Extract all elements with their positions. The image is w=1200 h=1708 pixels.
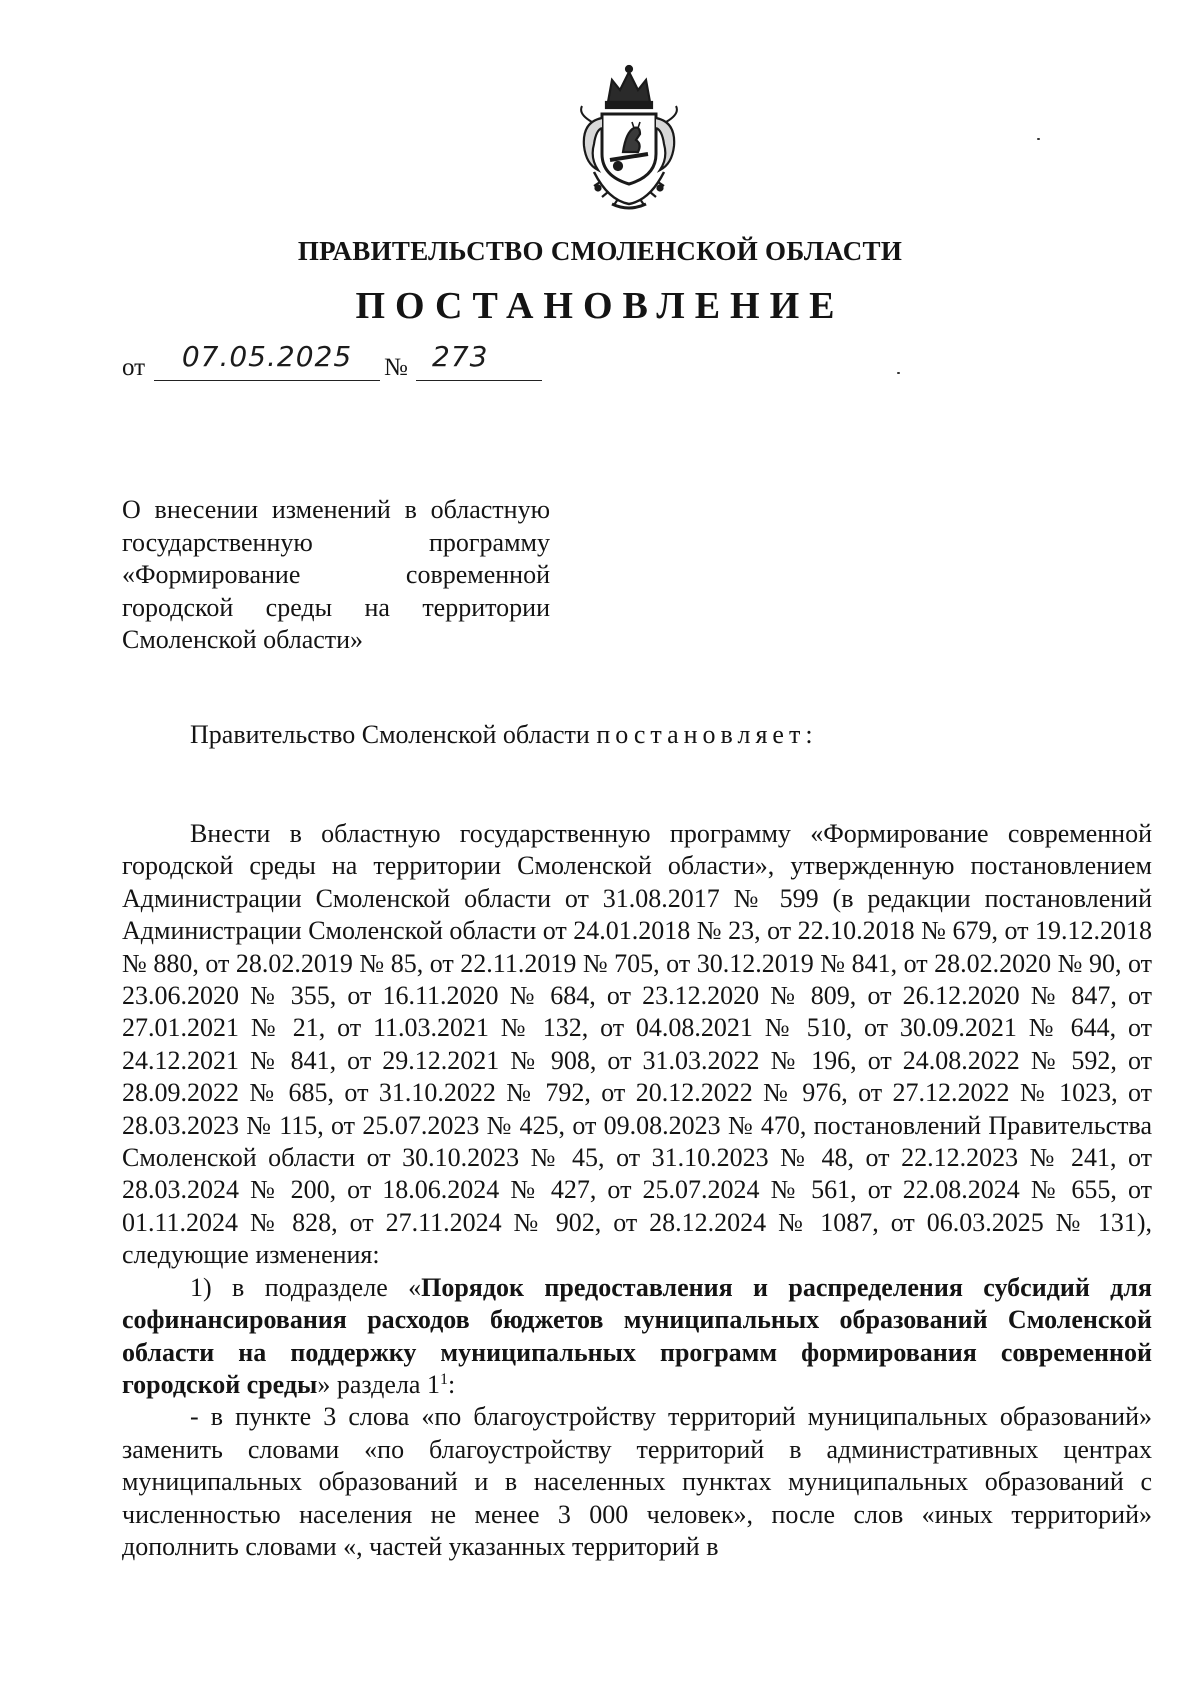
document-subject — [122, 494, 550, 657]
subject-line: «Формирование современной — [122, 560, 550, 589]
scan-speck — [1037, 138, 1040, 140]
item-1-paragraph — [122, 1272, 1152, 1402]
item-1-prefix: 1) в подразделе « — [190, 1272, 422, 1302]
preamble-text: Правительство Смоленской области — [190, 720, 597, 749]
handwritten-date: 07.05.2025 — [181, 340, 353, 373]
document-type-heading: ПОСТАНОВЛЕНИЕ — [355, 285, 845, 327]
subject-line: Смоленской области» — [122, 625, 364, 654]
item-1-colon: : — [447, 1369, 456, 1399]
item-1-section-title: Порядок предоставления и распределения субсидий для софинансирования расходов бюджетов муниципальных образований Смоленской области на поддержку муниципальных программ формирования современной городской среды — [122, 1272, 1152, 1399]
date-underline — [154, 380, 380, 381]
item-1-superscript: 1 — [439, 1370, 448, 1388]
item-1-suffix: » раздела 1 — [317, 1369, 440, 1399]
organization-title: ПРАВИТЕЛЬСТВО СМОЛЕНСКОЙ ОБЛАСТИ — [297, 236, 903, 266]
subject-line: О внесении изменений в областную — [122, 495, 550, 524]
number-prefix: № — [384, 354, 408, 381]
handwritten-number: 273 — [432, 340, 489, 373]
date-prefix: от — [122, 354, 146, 381]
date-number-line — [122, 340, 722, 384]
number-underline — [416, 380, 542, 381]
preamble — [190, 720, 818, 750]
scan-speck — [897, 372, 900, 374]
subject-line: городской среды на территории — [122, 592, 550, 622]
intro-paragraph: Внести в областную государственную программу «Формирование современной городской среды на территории Смоленской области», утвержденную постановлением Администрации Смоленской области от 31.08.2017 № 599 (в редакции постановлений Администрации Смоленской области от 24.01.2018 № 23, от 22.10.2018 № 679, от 19.12.2018 № 880, от 28.02.2019 № 85, от 22.11.2019 № 705, от 30.12.2019 № 841, от 28.02.2020 № 90, от 23.06.2020 № 355, от 16.11.2020 № 684, от 23.12.2020 № 809, от 26.12.2020 № 847, от 27.01.2021 № 21, от 11.03.2021 № 132, от 04.08.2021 № 510, от 30.09.2021 № 644, от 24.12.2021 № 841, от 29.12.2021 № 908, от 31.03.2022 № 196, от 24.08.2022 № 592, от 28.09.2022 № 685, от 31.10.2022 № 792, от 20.12.2022 № 976, от 27.12.2022 № 1023, от 28.03.2023 № 115, от 25.07.2023 № 425, от 09.08.2023 № 470, постановлений Правительства Смоленской области от 30.10.2023 № 45, от 31.10.2023 № 48, от 22.12.2023 № 241, от 28.03.2024 № 200, от 18.06.2024 № 427, от 25.07.2024 № 561, от 22.08.2024 № 655, от 01.11.2024 № 828, от 27.11.2024 № 902, от 28.12.2024 № 1087, от 06.03.2025 № 131), следующие изменения: — [122, 819, 1152, 1270]
item-1-subpoint: - в пункте 3 слова «по благоустройству территорий муниципальных образований» заменить словами «по благоустройству территорий в административных центрах муниципальных образований и в населенных пунктах муниципальных образований с численностью населения не менее 3 000 человек», после слов «иных территорий» дополнить словами «, частей указанных территорий в — [122, 1402, 1152, 1561]
subject-line: государственную программу — [122, 527, 550, 557]
document-body — [122, 818, 1152, 1563]
coat-of-arms-emblem — [568, 62, 690, 212]
preamble-resolves: постановляет: — [596, 720, 818, 749]
